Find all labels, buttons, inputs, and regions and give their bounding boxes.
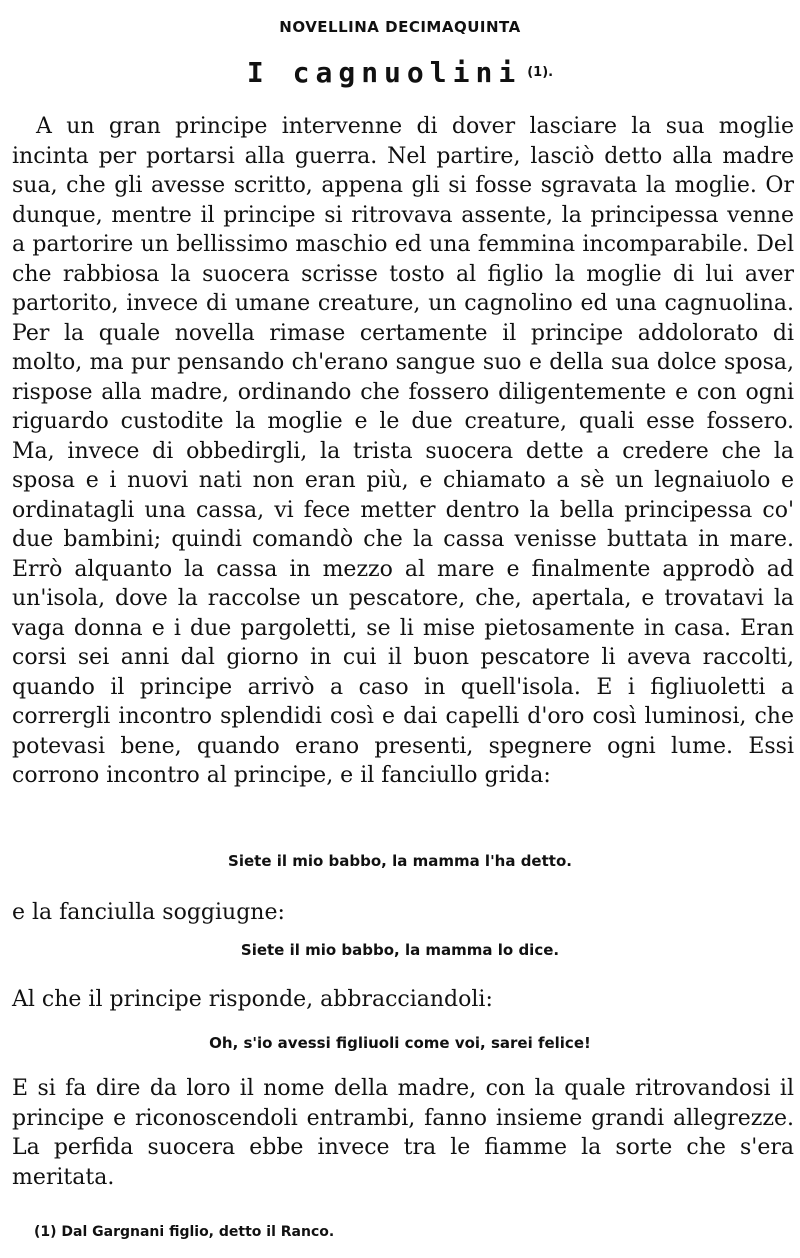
story-title-text: I cagnuolini <box>246 56 522 89</box>
narration-daughter: e la fanciulla soggiugne: <box>12 900 285 925</box>
narration-prince: Al che il principe risponde, abbracciandoli: <box>12 987 493 1012</box>
story-title <box>0 56 800 89</box>
chapter-header: NOVELLINA DECIMAQUINTA <box>279 18 521 36</box>
quote-prince: Oh, s'io avessi figliuoli come voi, sarei felice! <box>209 1034 591 1052</box>
story-paragraph-final: E si fa dire da loro il nome della madre, con la quale ritrovandosi il principe e riconoscendoli entrambi, fanno insieme grandi allegrezze. La perfida suocera ebbe invece tra le fiamme la sorte che s'era meritata. <box>12 1076 794 1190</box>
footnote: (1) Dal Gargnani figlio, detto il Ranco. <box>34 1224 335 1240</box>
quote-daughter: Siete il mio babbo, la mamma lo dice. <box>240 941 560 959</box>
quote-son: Siete il mio babbo, la mamma l'ha detto. <box>228 852 572 870</box>
story-paragraph-main: A un gran principe intervenne di dover lasciare la sua moglie incinta per portarsi alla guerra. Nel partire, lasciò detto alla madre sua, che gli avesse scritto, appena gli si fosse sgravata la moglie. Or dunque, mentre il principe si ritrovava assente, la principessa venne a partorire un bellissimo maschio ed una femmina incomparabile. Del che rabbiosa la suocera scrisse tosto al figlio la moglie di lui aver partorito, invece di umane creature, un cagnolino ed una cagnuolina. Per la quale novella rimase certamente il principe addolorato di molto, ma pur pensando ch'erano sangue suo e della sua dolce sposa, rispose alla madre, ordinando che fossero diligentemente e con ogni riguardo custodite la moglie e le due creature, quali esse fossero. Ma, invece di obbedirgli, la trista suocera dette a credere che la sposa e i nuovi nati non eran più, e chiamato a sè un legnaiuolo e ordinatagli una cassa, vi fece metter dentro la bella principessa co' due bambini; quindi comandò che la cassa venisse buttata in mare. Errò alquanto la cassa in mezzo al mare e finalmente approdò ad un'isola, dove la raccolse un pescatore, che, apertala, e trovatavi la vaga donna e i due pargoletti, se li mise pietosamente in casa. Eran corsi sei anni dal giorno in cui il buon pescatore li aveva raccolti, quando il principe arrivò a caso in quell'isola. E i figliuoletti a corrergli incontro splendidi così e dai capelli d'oro così luminosi, che potevasi bene, quando erano presenti, spegnere ogni lume. Essi corrono incontro al principe, e il fanciullo grida: <box>12 114 794 788</box>
title-footnote-marker: (1). <box>527 65 554 80</box>
